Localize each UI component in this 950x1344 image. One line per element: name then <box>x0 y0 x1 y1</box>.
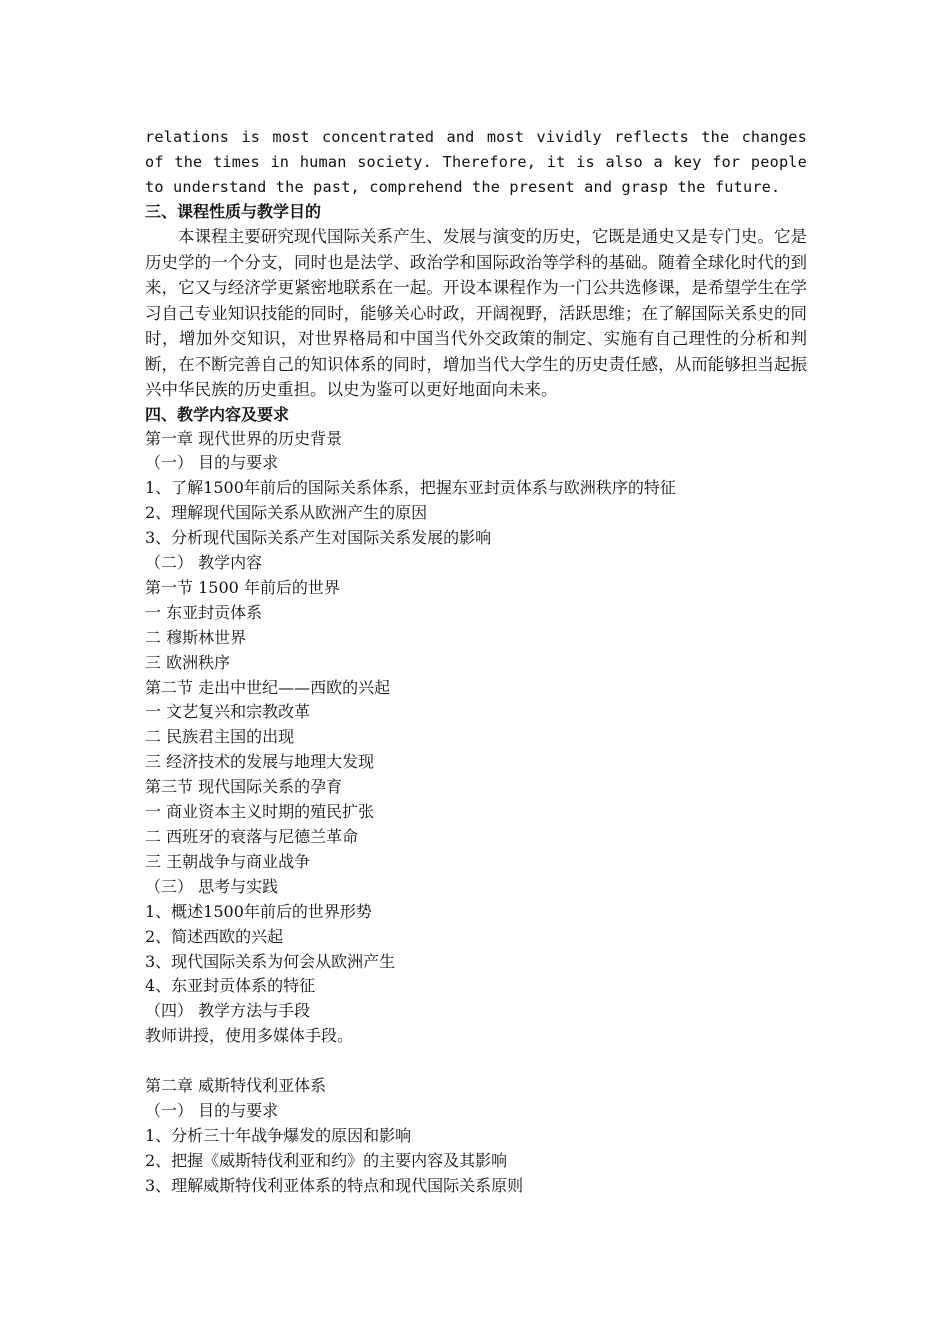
document-page <box>145 125 807 1199</box>
chapter-2-goal-item: 1、分析三十年战争爆发的原因和影响 <box>145 1125 412 1145</box>
section-3-item: 一 商业资本主义时期的殖民扩张 <box>145 802 375 822</box>
english-paragraph: relations is most concentrated and most vividly reflects the changes of the times in human society. Therefore, it is also a key for people to understand the past, comprehend the present and grasp the future. <box>145 128 807 196</box>
section-4-heading: 四、教学内容及要求 <box>145 404 290 424</box>
section-2-title: 第二节 走出中世纪——西欧的兴起 <box>145 677 391 697</box>
section-3-heading: 三、课程性质与教学目的 <box>145 202 322 221</box>
section-3-item: 三 王朝战争与商业战争 <box>145 851 311 871</box>
chapter-1-title: 第一章 现代世界的历史背景 <box>145 428 343 448</box>
section-3-paragraph: 本课程主要研究现代国际关系产生、发展与演变的历史，它既是通史又是专门史。它是历史学的一个分支，同时也是法学、政治学和国际政治等学科的基础。随着全球化时代的到来，它又与经济学更紧密地联系在一起。开设本课程作为一门公共选修课，是希望学生在学习自己专业知识技能的同时，能够关心时政，开阔视野，活跃思维；在了解国际关系史的同时，增加外交知识，对世界格局和中国当代外交政策的制定、实施有自己理性的分析和判断，在不断完善自己的知识体系的同时，增加当代大学生的历史责任感，从而能够担当起振兴中华民族的历史重担。以史为鉴可以更好地面向未来。 <box>145 227 807 399</box>
section-2-item: 一 文艺复兴和宗教改革 <box>145 702 311 722</box>
chapter-1-practice-item: 4、东亚封贡体系的特征 <box>145 976 316 996</box>
blank-line <box>145 1049 807 1074</box>
chapter-2-goal-item: 3、理解威斯特伐利亚体系的特点和现代国际关系原则 <box>145 1175 524 1195</box>
section-1-item: 二 穆斯林世界 <box>145 627 247 647</box>
chapter-1-goal-item: 3、分析现代国际关系产生对国际关系发展的影响 <box>145 528 492 548</box>
section-1-item: 三 欧洲秩序 <box>145 652 231 672</box>
chapter-1-content-heading: （二） 教学内容 <box>145 553 263 573</box>
section-3-item: 二 西班牙的衰落与尼德兰革命 <box>145 827 359 846</box>
section-3-title: 第三节 现代国际关系的孕育 <box>145 777 343 797</box>
chapter-1-goal-item: 1、了解1500年前后的国际关系体系，把握东亚封贡体系与欧洲秩序的特征 <box>145 478 676 498</box>
chapter-2-goal-item: 2、把握《威斯特伐利亚和约》的主要内容及其影响 <box>145 1150 508 1170</box>
section-1-item: 一 东亚封贡体系 <box>145 602 263 622</box>
chapter-1-practice-item: 2、简述西欧的兴起 <box>145 926 284 946</box>
chapter-1-practice-heading: （三） 思考与实践 <box>145 876 279 896</box>
chapter-2-goals-heading: （一） 目的与要求 <box>145 1100 279 1120</box>
section-2-item: 二 民族君主国的出现 <box>145 727 295 747</box>
chapter-1-methods-text: 教师讲授，使用多媒体手段。 <box>145 1026 354 1046</box>
chapter-1-practice-item: 3、现代国际关系为何会从欧洲产生 <box>145 951 396 971</box>
chapter-1-practice-item: 1、概述1500年前后的世界形势 <box>145 901 372 921</box>
chapter-1-goals-heading: （一） 目的与要求 <box>145 453 279 473</box>
chapter-1-methods-heading: （四） 教学方法与手段 <box>145 1001 311 1021</box>
section-2-item: 三 经济技术的发展与地理大发现 <box>145 752 375 772</box>
chapter-1-goal-item: 2、理解现代国际关系从欧洲产生的原因 <box>145 503 428 523</box>
section-1-title: 第一节 1500 年前后的世界 <box>145 577 340 597</box>
chapter-2-title: 第二章 威斯特伐利亚体系 <box>145 1076 327 1096</box>
